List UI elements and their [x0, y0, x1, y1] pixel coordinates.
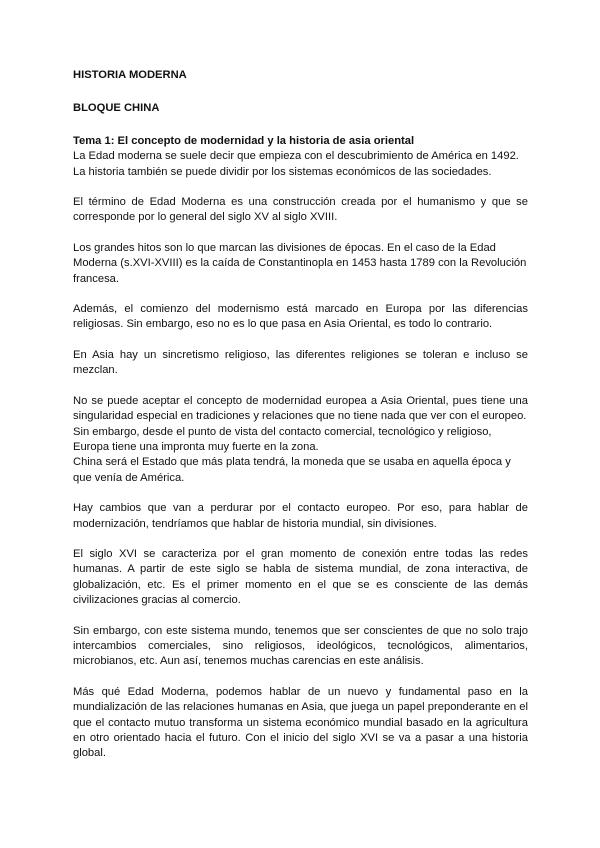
paragraph-2: El término de Edad Moderna es una construcción creada por el humanismo y que se corresponde por lo general del siglo XV al siglo XVIII.: [73, 196, 528, 224]
topic-heading: Tema 1: El concepto de modernidad y la historia de asia oriental: [73, 134, 415, 147]
paragraph-4: Además, el comienzo del modernismo está marcado en Europa por las diferencias religiosas. Sin embargo, eso no es lo que pasa en Asia Oriental, es todo lo contrario.: [73, 303, 528, 331]
paragraph-10: El siglo XVI se caracteriza por el gran momento de conexión entre todas las redes humanas. A partir de este siglo se habla de sistema mundial, de zona interactiva, de globalización, etc. Es el primer momento en el que se es consciente de las demás civilizaciones gracias al comercio.: [73, 547, 528, 607]
paragraph-7: Sin embargo, desde el punto de vista del contacto comercial, tecnológico y religioso, Europa tiene una impronta muy fuerte en la zona.: [73, 425, 492, 453]
paragraph-6: No se puede aceptar el concepto de modernidad europea a Asia Oriental, pues tiene una singularidad especial en tradiciones y relaciones que no tiene nada que ver con el europeo.: [73, 394, 528, 423]
paragraph-5: En Asia hay un sincretismo religioso, las diferentes religiones se toleran e incluso se mezclan.: [73, 348, 528, 377]
paragraph-12: Más qué Edad Moderna, podemos hablar de un nuevo y fundamental paso en la mundialización de las relaciones humanas en Asia, que juega un papel preponderante en el que el contacto mutuo transforma un sistema económico mundial basado en la agricultura en otro orientado hacia el futuro. Con el inicio del siglo XVI se va a pasar a una historia global.: [73, 685, 528, 760]
paragraph-3: Los grandes hitos son lo que marcan las divisiones de épocas. En el caso de la Edad Moderna (s.XVI-XVIII) es la caída de Constantinopla en 1453 hasta 1789 con la Revolución francesa.: [73, 241, 527, 285]
block-heading: BLOQUE CHINA: [73, 102, 160, 115]
paragraph-1: La Edad moderna se suele decir que empieza con el descubrimiento de América en 1492. La historia también se puede dividir por los sistemas económicos de las sociedades.: [73, 150, 519, 178]
paragraph-9: Hay cambios que van a perdurar por el contacto europeo. Por eso, para hablar de modernización, tendríamos que hablar de historia mundial, sin divisiones.: [73, 502, 528, 530]
paragraph-11: Sin embargo, con este sistema mundo, tenemos que ser conscientes de que no solo trajo intercambios comerciales, sino religiosos, ideológicos, tecnológicos, alimentarios, microbianos, etc. Aun así, tenemos muchas carencias en este análisis.: [73, 624, 528, 668]
document-title: HISTORIA MODERNA: [73, 69, 187, 81]
paragraph-8: China será el Estado que más plata tendrá, la moneda que se usaba en aquella época y que venía de América.: [73, 456, 511, 484]
